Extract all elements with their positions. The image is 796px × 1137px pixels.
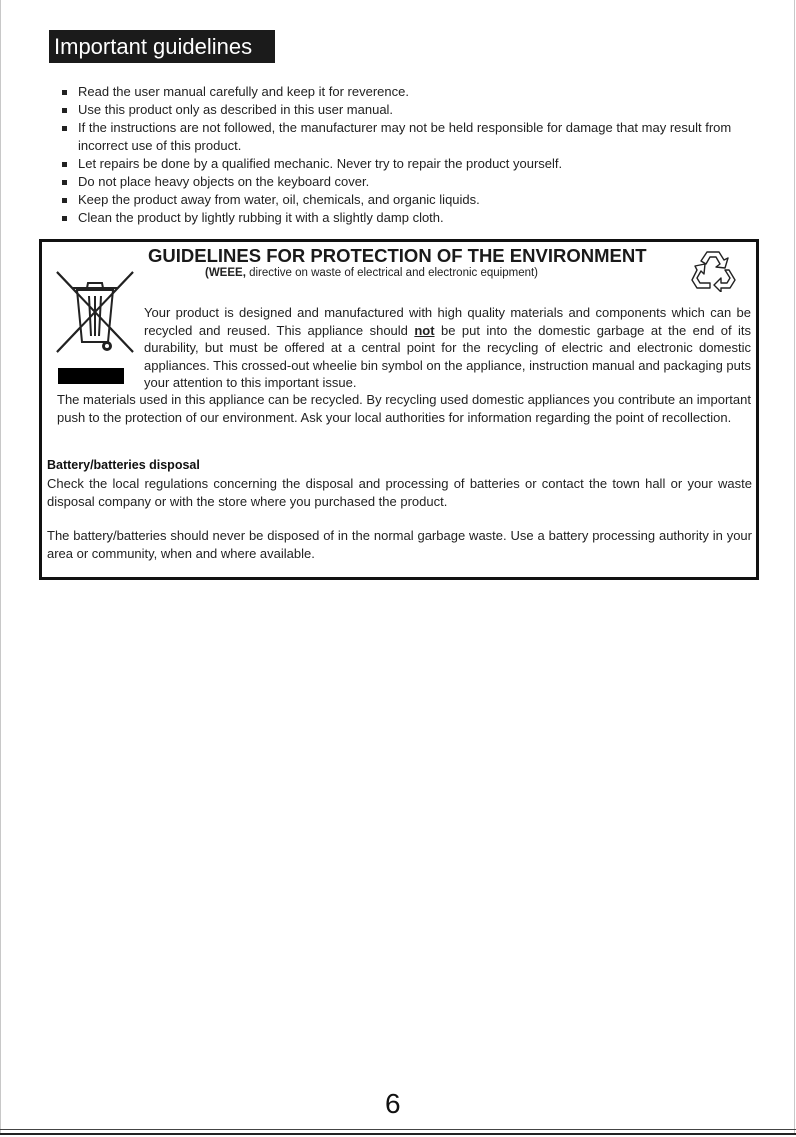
environment-paragraph-1 xyxy=(144,304,751,392)
environment-box xyxy=(39,239,759,580)
battery-heading: Battery/batteries disposal xyxy=(47,458,200,472)
separate-collection-bar xyxy=(58,368,124,384)
environment-subtitle xyxy=(205,267,538,279)
crossed-out-wheelie-bin-icon xyxy=(51,264,139,360)
guideline-item: Clean the product by lightly rubbing it with a slightly damp cloth. xyxy=(0,209,796,227)
para1-start: Your product is designed and manufactured with high quality materials and components which can be recycled and reused. This appliance should xyxy=(144,305,751,338)
guideline-item: Keep the product away from water, oil, chemicals, and organic liquids. xyxy=(0,191,796,209)
guideline-item: Use this product only as described in this user manual. xyxy=(0,101,796,119)
battery-paragraph-2: The battery/batteries should never be disposed of in the normal garbage waste. Use a battery processing authority in your area or community, when and where available. xyxy=(47,528,752,561)
para1-end: be put into the domestic garbage at the end of its durability, but must be offered at a central point for the recycling of electric and electronic domestic appliances. This crossed-out wheelie bin symbol on the appliance, instruction manual and packaging puts your attention to this important issue. xyxy=(144,322,752,390)
guideline-item: Read the user manual carefully and keep it for reverence. xyxy=(0,83,796,101)
guideline-item: Do not place heavy objects on the keyboard cover. xyxy=(0,173,796,191)
guideline-item: If the instructions are not followed, the manufacturer may not be held responsible for damage that may result from incorrect use of this product. xyxy=(0,119,796,155)
subtitle-bold: (WEEE, xyxy=(205,267,246,279)
footer-rule xyxy=(0,1133,796,1135)
recycle-icon xyxy=(690,248,736,292)
environment-paragraph-2: The materials used in this appliance can be recycled. By recycling used domestic appliances you contribute an important push to the protection of our environment. Ask your local authorities for information regarding the point of recollection. xyxy=(57,392,751,425)
footer-rule xyxy=(0,1129,796,1130)
environment-title: GUIDELINES FOR PROTECTION OF THE ENVIRONMENT xyxy=(148,245,647,266)
battery-paragraph-1: Check the local regulations concerning the disposal and processing of batteries or contact the town hall or your waste disposal company or with the store where you purchased the product. xyxy=(47,476,752,509)
guidelines-list xyxy=(0,83,796,227)
page-number: 6 xyxy=(385,1088,401,1119)
section-heading: Important guidelines xyxy=(49,30,275,63)
guideline-item: Let repairs be done by a qualified mechanic. Never try to repair the product yourself. xyxy=(0,155,796,173)
emphasis-not: not xyxy=(414,322,435,338)
subtitle-rest: directive on waste of electrical and electronic equipment) xyxy=(245,267,539,279)
